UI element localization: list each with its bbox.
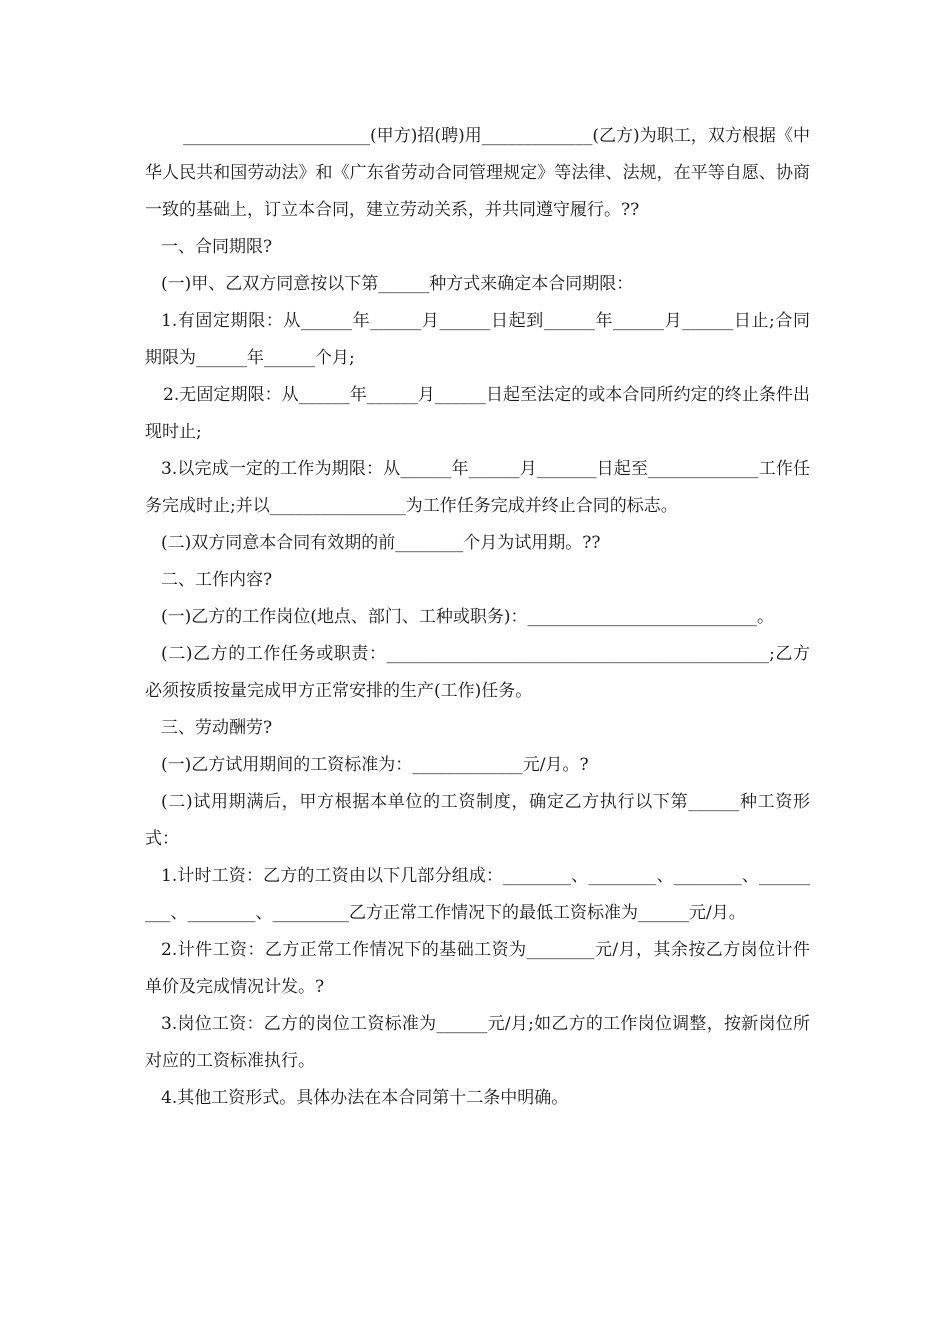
preamble-paragraph: ______________________(甲方)招(聘)用_____________(乙方)为职工，双方根据《中华人民共和国劳动法》和《广东省劳动合同管理规定》等法律、法规，在平等自愿、协商一致的基础上，订立本合同，建立劳动关系，并共同遵守履行。?? [145, 126, 810, 220]
time-wage-clause: 1.计时工资：乙方的工资由以下几部分组成：________、________、________、_________、________、_________乙方正常工作情况下的最低工资标准为______元/月。 [145, 866, 810, 923]
section-heading-work: 二、工作内容? [161, 570, 273, 590]
fixed-term-clause: 1.有固定期限：从______年______月______日起到______年______月______日止;合同期限为______年______个月; [145, 311, 810, 368]
contract-page [145, 118, 810, 1117]
wage-form-clause: (二)试用期满后，甲方根据本单位的工资制度，确定乙方执行以下第______种工资形式： [145, 792, 810, 849]
task-term-clause: 3.以完成一定的工作为期限：从______年______月_______日起至_____________工作任务完成时止;并以________________为工作任务完成并终止合同的标志。 [145, 459, 810, 516]
term-method-clause: (一)甲、乙双方同意按以下第______种方式来确定本合同期限： [161, 274, 634, 294]
piece-wage-clause: 2.计件工资：乙方正常工作情况下的基础工资为________元/月，其余按乙方岗位计件单价及完成情况计发。? [145, 940, 810, 997]
section-heading-term: 一、合同期限? [161, 237, 273, 257]
work-position-clause: (一)乙方的工作岗位(地点、部门、工种或职务)：___________________________。 [161, 607, 775, 627]
probation-clause: (二)双方同意本合同有效期的前________个月为试用期。?? [161, 533, 601, 553]
open-term-clause: 2.无固定期限：从______年______月______日起至法定的或本合同所约定的终止条件出现时止; [145, 385, 810, 442]
work-duty-clause: (二)乙方的工作任务或职责：_____________________________________________;乙方必须按质按量完成甲方正常安排的生产(工作)任务。 [145, 644, 810, 701]
post-wage-clause: 3.岗位工资：乙方的岗位工资标准为______元/月;如乙方的工作岗位调整，按新岗位所对应的工资标准执行。 [145, 1014, 810, 1071]
other-wage-clause: 4.其他工资形式。具体办法在本合同第十二条中明确。 [161, 1088, 569, 1108]
probation-pay-clause: (一)乙方试用期间的工资标准为：_____________元/月。? [161, 755, 589, 775]
section-heading-pay: 三、劳动酬劳? [161, 718, 273, 738]
